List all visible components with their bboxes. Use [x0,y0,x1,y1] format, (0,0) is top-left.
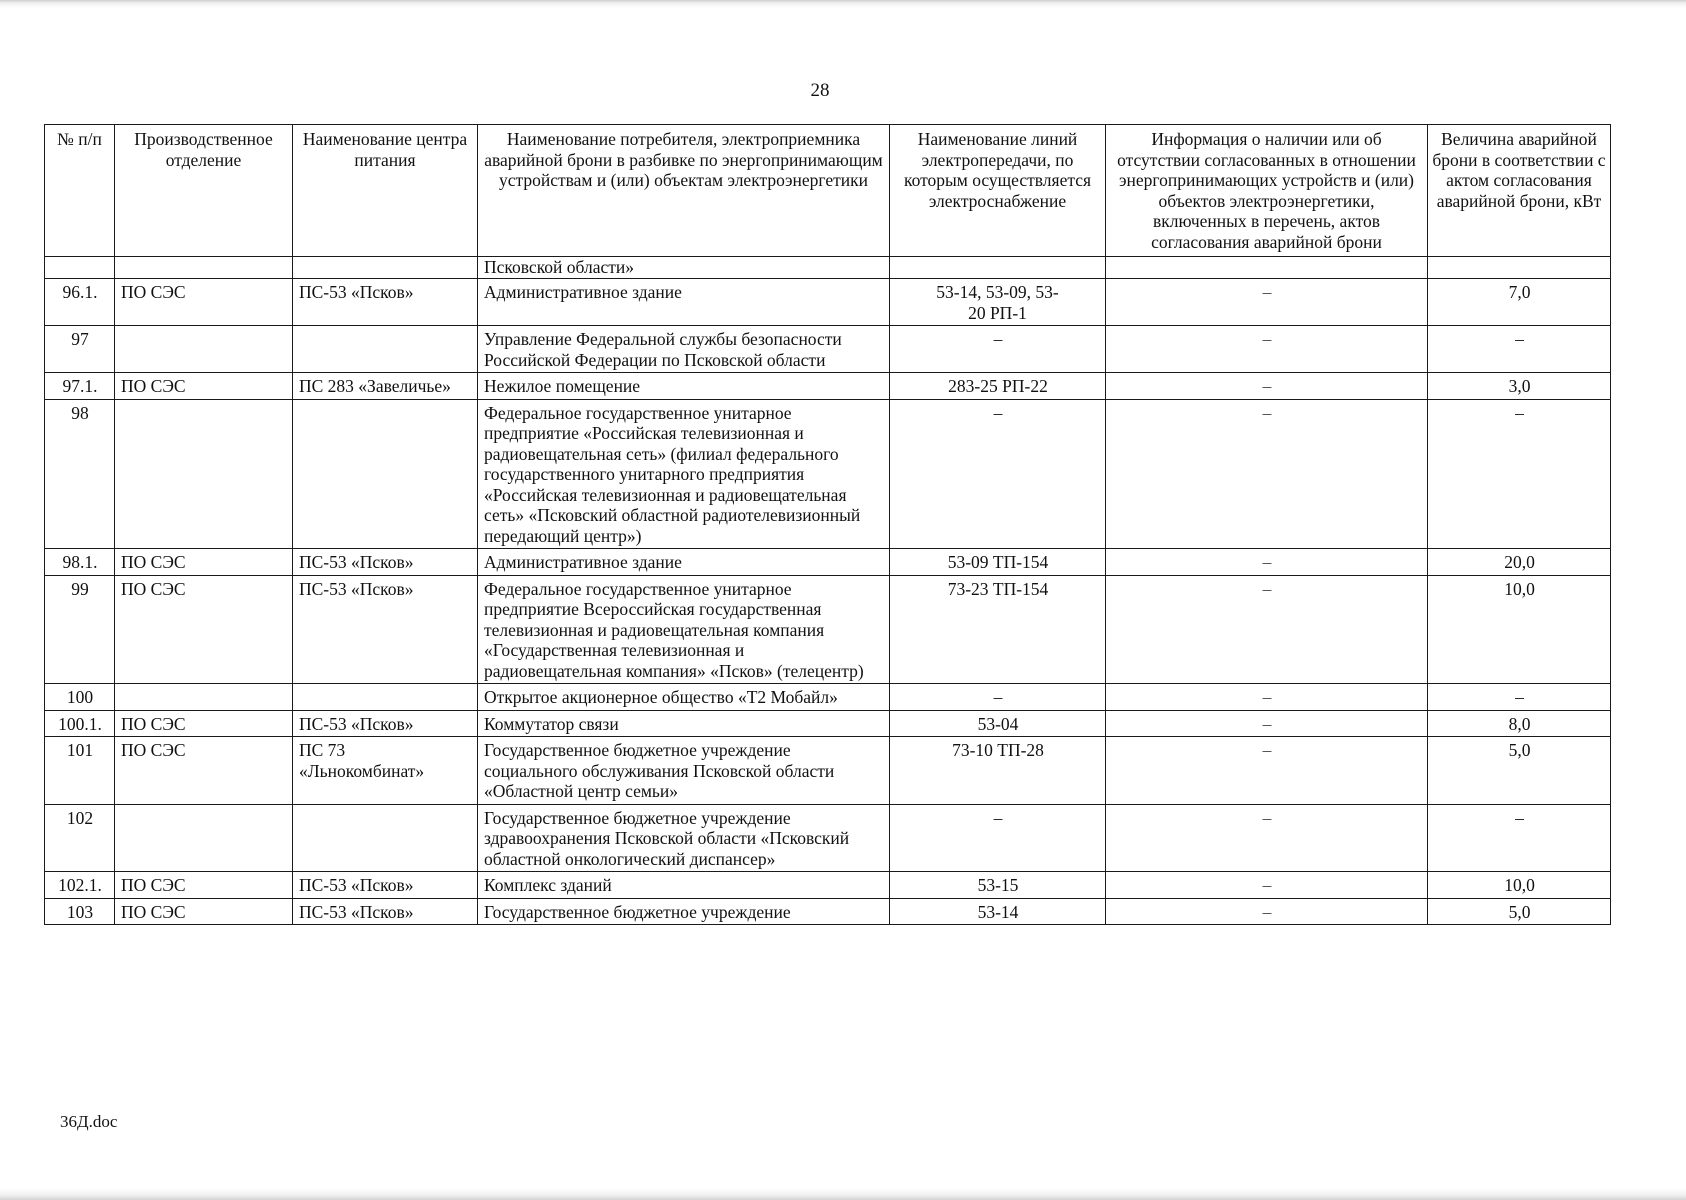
cell-no: 99 [45,575,115,684]
cell-reserve-value: 8,0 [1428,710,1611,737]
cell-reserve-value: 5,0 [1428,898,1611,925]
cell-no: 102.1. [45,872,115,899]
cell-reserve-value: 5,0 [1428,737,1611,805]
cell-power-lines: – [890,804,1106,872]
cell-department [115,326,293,373]
cell-consumer: Государственное бюджетное учреждение [478,898,890,925]
cell-reserve-value: – [1428,326,1611,373]
emergency-reserve-table [44,124,1611,925]
cell-power-center: ПС 73 «Льнокомбинат» [293,737,478,805]
cell-agreement-info: – [1106,575,1428,684]
page-number: 28 [810,80,830,101]
cell-power-center: ПС-53 «Псков» [293,872,478,899]
table-row [45,326,1611,373]
table-row [45,549,1611,576]
cell-department: ПО СЭС [115,279,293,326]
cell-department: ПО СЭС [115,872,293,899]
cell-power-center: ПС-53 «Псков» [293,710,478,737]
cell-power-center [293,804,478,872]
cell-consumer: Нежилое помещение [478,373,890,400]
cell-no: 98 [45,399,115,549]
cell-no: 102 [45,804,115,872]
table-row [45,373,1611,400]
table-row [45,279,1611,326]
header-no: № п/п [45,125,115,257]
table-row [45,684,1611,711]
cell-consumer: Комплекс зданий [478,872,890,899]
cell-consumer: Управление Федеральной службы безопасности Российской Федерации по Псковской области [478,326,890,373]
table-row [45,710,1611,737]
cell-agreement-info: – [1106,373,1428,400]
cell-agreement-info: – [1106,684,1428,711]
cell-department: ПО СЭС [115,898,293,925]
table-row [45,575,1611,684]
header-consumer: Наименование потребителя, электроприемника аварийной брони в разбивке по энергопринимающим устройствам и (или) объектам электроэнергетики [478,125,890,257]
cell-power-lines: 53-14, 53-09, 53-20 РП-1 [890,279,1106,326]
cell-reserve-value: 10,0 [1428,872,1611,899]
cell-department [115,684,293,711]
cell-consumer: Псковской области» [478,257,890,279]
cell-no [45,257,115,279]
cell-reserve-value: 3,0 [1428,373,1611,400]
header-agreement-info: Информация о наличии или об отсутствии согласованных в отношении энергопринимающих устройств и (или) объектов электроэнергетики, включенных в перечень, актов согласования аварийной брони [1106,125,1428,257]
cell-agreement-info: – [1106,399,1428,549]
cell-consumer: Открытое акционерное общество «Т2 Мобайл» [478,684,890,711]
cell-reserve-value: – [1428,684,1611,711]
cell-reserve-value [1428,257,1611,279]
header-power-lines: Наименование линий электропередачи, по которым осуществляется электроснабжение [890,125,1106,257]
cell-consumer: Федеральное государственное унитарное предприятие Всероссийская государственная телевизионная и радиовещательная компания «Государственная телевизионная и радиовещательная компания» «Псков» (телецентр) [478,575,890,684]
cell-consumer: Коммутатор связи [478,710,890,737]
cell-consumer: Государственное бюджетное учреждение социального обслуживания Псковской области «Областной центр семьи» [478,737,890,805]
cell-agreement-info: – [1106,737,1428,805]
table-header-row [45,125,1611,257]
cell-power-center: ПС 283 «Завеличье» [293,373,478,400]
header-power-center: Наименование центра питания [293,125,478,257]
table-row [45,804,1611,872]
cell-power-center [293,684,478,711]
cell-agreement-info: – [1106,326,1428,373]
cell-power-lines: 53-09 ТП-154 [890,549,1106,576]
cell-no: 97.1. [45,373,115,400]
cell-power-lines [890,257,1106,279]
cell-power-lines: – [890,326,1106,373]
cell-reserve-value: – [1428,399,1611,549]
cell-reserve-value: – [1428,804,1611,872]
cell-reserve-value: 20,0 [1428,549,1611,576]
scan-edge-bottom [0,1186,1686,1200]
cell-power-center [293,257,478,279]
cell-consumer: Федеральное государственное унитарное предприятие «Российская телевизионная и радиовещательная сеть» (филиал федерального государственного унитарного предприятия «Российская телевизионная и радиовещательная сеть» «Псковский областной радиотелевизионный передающий центр») [478,399,890,549]
cell-consumer: Государственное бюджетное учреждение здравоохранения Псковской области «Псковский областной онкологический диспансер» [478,804,890,872]
cell-department: ПО СЭС [115,575,293,684]
cell-department [115,257,293,279]
cell-power-center: ПС-53 «Псков» [293,279,478,326]
cell-no: 97 [45,326,115,373]
cell-department: ПО СЭС [115,737,293,805]
cell-power-lines: 53-15 [890,872,1106,899]
cell-power-lines: 73-23 ТП-154 [890,575,1106,684]
cell-consumer: Административное здание [478,279,890,326]
cell-no: 98.1. [45,549,115,576]
cell-department [115,804,293,872]
table-row [45,257,1611,279]
cell-no: 100 [45,684,115,711]
cell-reserve-value: 10,0 [1428,575,1611,684]
cell-agreement-info: – [1106,898,1428,925]
cell-power-center: ПС-53 «Псков» [293,549,478,576]
cell-consumer: Административное здание [478,549,890,576]
header-department: Производственное отделение [115,125,293,257]
cell-department: ПО СЭС [115,710,293,737]
cell-department: ПО СЭС [115,549,293,576]
header-reserve-value: Величина аварийной брони в соответствии с актом согласования аварийной брони, кВт [1428,125,1611,257]
cell-agreement-info: – [1106,279,1428,326]
cell-power-center [293,399,478,549]
cell-agreement-info: – [1106,804,1428,872]
scan-edge-top [0,0,1686,10]
cell-power-lines: 53-04 [890,710,1106,737]
cell-no: 96.1. [45,279,115,326]
cell-power-lines: – [890,399,1106,549]
cell-no: 100.1. [45,710,115,737]
cell-agreement-info: – [1106,549,1428,576]
cell-department: ПО СЭС [115,373,293,400]
cell-power-lines: 73-10 ТП-28 [890,737,1106,805]
cell-no: 103 [45,898,115,925]
cell-reserve-value: 7,0 [1428,279,1611,326]
cell-agreement-info: – [1106,710,1428,737]
table-row [45,399,1611,549]
cell-agreement-info [1106,257,1428,279]
cell-no: 101 [45,737,115,805]
cell-department [115,399,293,549]
table-row [45,872,1611,899]
table-row [45,898,1611,925]
cell-agreement-info: – [1106,872,1428,899]
cell-power-lines: – [890,684,1106,711]
cell-power-center: ПС-53 «Псков» [293,575,478,684]
cell-power-center: ПС-53 «Псков» [293,898,478,925]
cell-power-center [293,326,478,373]
cell-power-lines: 53-14 [890,898,1106,925]
footer-filename: 36Д.doc [60,1112,118,1131]
cell-power-lines: 283-25 РП-22 [890,373,1106,400]
table-row [45,737,1611,805]
